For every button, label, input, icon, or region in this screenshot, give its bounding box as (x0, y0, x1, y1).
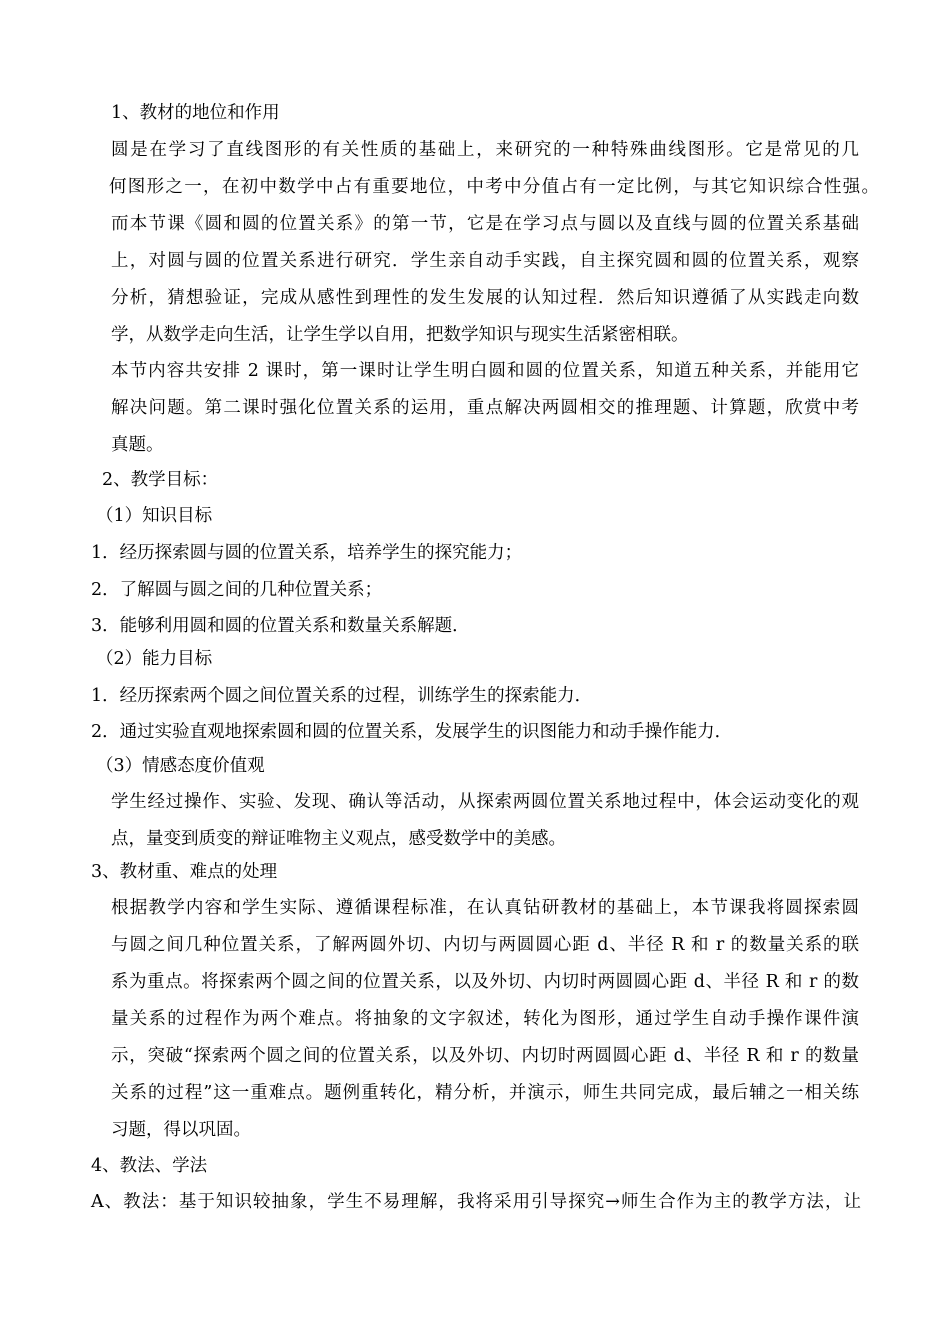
paragraph-line: 示，突破“探索两个圆之间的位置关系，以及外切、内切时两圆圆心距 d、半径 R 和 r 的数量 (111, 1046, 859, 1066)
knowledge-goal-title: （1）知识目标 (96, 506, 213, 526)
section2-heading: 2、教学目标： (102, 470, 219, 490)
ability-goal-item: 1．经历探索两个圆之间位置关系的过程，训练学生的探索能力． (91, 686, 593, 706)
paragraph-line: 何图形之一，在初中数学中占有重要地位，中考中分值占有一定比例，与其它知识综合性强。 (109, 177, 879, 197)
knowledge-goal-item: 1．经历探索圆与圆的位置关系，培养学生的探究能力； (91, 543, 523, 563)
paragraph-line: 上，对圆与圆的位置关系进行研究．学生亲自动手实践，自主探究圆和圆的位置关系，观察 (111, 251, 859, 271)
knowledge-goal-item: 3．能够利用圆和圆的位置关系和数量关系解题． (91, 616, 470, 636)
paragraph-line: 真题。 (111, 435, 164, 455)
paragraph-line: 点，量变到质变的辩证唯物主义观点，感受数学中的美感。 (111, 829, 566, 849)
paragraph-line: 本节内容共安排 2 课时，第一课时让学生明白圆和圆的位置关系，知道五种关系，并能用它 (111, 361, 859, 381)
paragraph-line: 学，从数学走向生活，让学生学以自用，把数学知识与现实生活紧密相联。 (111, 325, 689, 345)
paragraph-line: A、教法：基于知识较抽象，学生不易理解，我将采用引导探究→师生合作为主的教学方法，让 (91, 1192, 861, 1212)
ability-goal-title: （2）能力目标 (96, 649, 213, 669)
section4-heading: 4、教法、学法 (91, 1156, 208, 1176)
section1-heading: 1、教材的地位和作用 (111, 103, 280, 123)
paragraph-line: 与圆之间几种位置关系，了解两圆外切、内切与两圆圆心距 d、半径 R 和 r 的数量关系的联 (111, 935, 859, 955)
paragraph-line: 根据教学内容和学生实际、遵循课程标准，在认真钻研教材的基础上，本节课我将圆探索圆 (111, 898, 859, 918)
paragraph-line: 圆是在学习了直线图形的有关性质的基础上，来研究的一种特殊曲线图形。它是常见的几 (111, 140, 859, 160)
paragraph-line: 学生经过操作、实验、发现、确认等活动，从探索两圆位置关系地过程中，体会运动变化的观 (111, 792, 859, 812)
paragraph-line: 系为重点。将探索两个圆之间的位置关系，以及外切、内切时两圆圆心距 d、半径 R 和 r 的数 (111, 972, 859, 992)
paragraph-line: 习题，得以巩固。 (111, 1120, 251, 1140)
paragraph-line: 量关系的过程作为两个难点。将抽象的文字叙述，转化为图形，通过学生自动手操作课件演 (111, 1009, 859, 1029)
paragraph-line: 而本节课《圆和圆的位置关系》的第一节，它是在学习点与圆以及直线与圆的位置关系基础 (111, 214, 859, 234)
paragraph-line: 解决问题。第二课时强化位置关系的运用，重点解决两圆相交的推理题、计算题，欣赏中考 (111, 398, 859, 418)
knowledge-goal-item: 2．了解圆与圆之间的几种位置关系； (91, 580, 383, 600)
section3-heading: 3、教材重、难点的处理 (91, 862, 278, 882)
paragraph-line: 分析，猜想验证，完成从感性到理性的发生发展的认知过程．然后知识遵循了从实践走向数 (111, 288, 859, 308)
ability-goal-item: 2．通过实验直观地探索圆和圆的位置关系，发展学生的识图能力和动手操作能力． (91, 722, 733, 742)
emotion-goal-title: （3）情感态度价值观 (96, 756, 265, 776)
paragraph-line: 关系的过程”这一重难点。题例重转化，精分析，并演示，师生共同完成，最后辅之一相关练 (111, 1083, 859, 1103)
